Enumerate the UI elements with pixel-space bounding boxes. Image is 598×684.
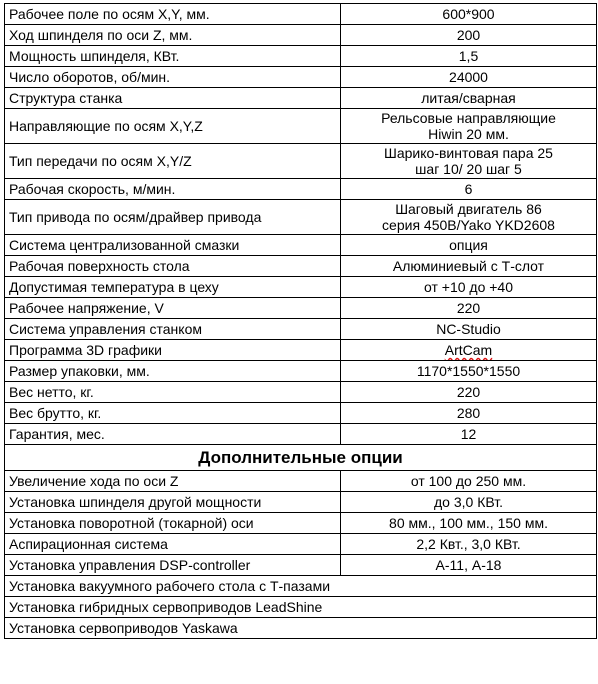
option-label: Увеличение хода по оси Z xyxy=(5,471,341,492)
option-row xyxy=(5,471,597,492)
option-value: 2,2 Квт., 3,0 КВт. xyxy=(341,534,597,555)
extra-row xyxy=(5,576,597,597)
spec-value: 220 xyxy=(341,298,597,319)
spec-row xyxy=(5,109,597,144)
spec-label: Рабочее напряжение, V xyxy=(5,298,341,319)
spec-label: Программа 3D графики xyxy=(5,340,341,361)
spec-value: Алюминиевый с Т-слот xyxy=(341,256,597,277)
spec-value: 1170*1550*1550 xyxy=(341,361,597,382)
spec-label: Ход шпинделя по оси Z, мм. xyxy=(5,25,341,46)
spec-value xyxy=(341,340,597,361)
extra-option: Установка вакуумного рабочего стола с Т-пазами xyxy=(5,576,597,597)
spec-row xyxy=(5,319,597,340)
options-header-row xyxy=(5,445,597,471)
spec-value: опция xyxy=(341,235,597,256)
option-row xyxy=(5,534,597,555)
spec-row xyxy=(5,382,597,403)
spec-value: от +10 до +40 xyxy=(341,277,597,298)
spec-value-line: шаг 10/ 20 шаг 5 xyxy=(415,161,522,177)
option-row xyxy=(5,492,597,513)
spec-row xyxy=(5,424,597,445)
option-label: Аспирационная система xyxy=(5,534,341,555)
spec-row xyxy=(5,235,597,256)
spec-label: Вес нетто, кг. xyxy=(5,382,341,403)
spec-label: Система управления станком xyxy=(5,319,341,340)
spec-row xyxy=(5,4,597,25)
spec-label: Система централизованной смазки xyxy=(5,235,341,256)
spec-value: литая/сварная xyxy=(341,88,597,109)
spec-label: Структура станка xyxy=(5,88,341,109)
spec-row xyxy=(5,340,597,361)
spec-label: Рабочая поверхность стола xyxy=(5,256,341,277)
spec-value-line: серия 450В/Yako YKD2608 xyxy=(382,217,555,233)
spec-table xyxy=(4,3,597,639)
spec-row xyxy=(5,25,597,46)
spec-label: Тип передачи по осям X,Y/Z xyxy=(5,144,341,179)
spec-value-line: Рельсовые направляющие xyxy=(381,110,556,126)
extra-option: Установка гибридных сервоприводов LeadShine xyxy=(5,597,597,618)
spec-value: 280 xyxy=(341,403,597,424)
spec-value: 200 xyxy=(341,25,597,46)
spec-row xyxy=(5,298,597,319)
spec-row xyxy=(5,88,597,109)
option-label: Установка шпинделя другой мощности xyxy=(5,492,341,513)
spec-row xyxy=(5,256,597,277)
option-label: Установка управления DSP-controller xyxy=(5,555,341,576)
spec-value: 1,5 xyxy=(341,46,597,67)
options-header: Дополнительные опции xyxy=(5,445,597,471)
spec-value-line: Шаговый двигатель 86 xyxy=(395,201,542,217)
spec-label: Допустимая температура в цеху xyxy=(5,277,341,298)
option-value: А-11, А-18 xyxy=(341,555,597,576)
spec-row xyxy=(5,67,597,88)
spec-label: Число оборотов, об/мин. xyxy=(5,67,341,88)
spec-value-line: Hiwin 20 мм. xyxy=(428,126,509,142)
spec-value: 220 xyxy=(341,382,597,403)
option-value: до 3,0 КВт. xyxy=(341,492,597,513)
spec-label: Мощность шпинделя, КВт. xyxy=(5,46,341,67)
spec-value: 12 xyxy=(341,424,597,445)
spec-row xyxy=(5,46,597,67)
spec-label: Тип привода по осям/драйвер привода xyxy=(5,200,341,235)
spec-value: NC-Studio xyxy=(341,319,597,340)
spec-row xyxy=(5,200,597,235)
spec-label: Направляющие по осям X,Y,Z xyxy=(5,109,341,144)
spec-value xyxy=(341,144,597,179)
option-row xyxy=(5,513,597,534)
spec-row xyxy=(5,144,597,179)
spec-value-text: ArtCam xyxy=(444,342,493,358)
spec-row xyxy=(5,179,597,200)
spec-label: Гарантия, мес. xyxy=(5,424,341,445)
option-row xyxy=(5,555,597,576)
spec-label: Размер упаковки, мм. xyxy=(5,361,341,382)
spec-value-line: Шарико-винтовая пара 25 xyxy=(384,145,553,161)
spec-value xyxy=(341,200,597,235)
spec-row xyxy=(5,361,597,382)
spec-value xyxy=(341,109,597,144)
option-value: 80 мм., 100 мм., 150 мм. xyxy=(341,513,597,534)
spec-label: Рабочее поле по осям X,Y, мм. xyxy=(5,4,341,25)
spec-value: 24000 xyxy=(341,67,597,88)
spec-label: Рабочая скорость, м/мин. xyxy=(5,179,341,200)
extra-option: Установка сервоприводов Yaskawa xyxy=(5,618,597,639)
spec-row xyxy=(5,403,597,424)
option-value: от 100 до 250 мм. xyxy=(341,471,597,492)
spec-value: 600*900 xyxy=(341,4,597,25)
spec-sheet xyxy=(4,3,596,681)
extra-row xyxy=(5,597,597,618)
spec-row xyxy=(5,277,597,298)
extra-row xyxy=(5,618,597,639)
option-label: Установка поворотной (токарной) оси xyxy=(5,513,341,534)
spec-label: Вес брутто, кг. xyxy=(5,403,341,424)
spec-value: 6 xyxy=(341,179,597,200)
